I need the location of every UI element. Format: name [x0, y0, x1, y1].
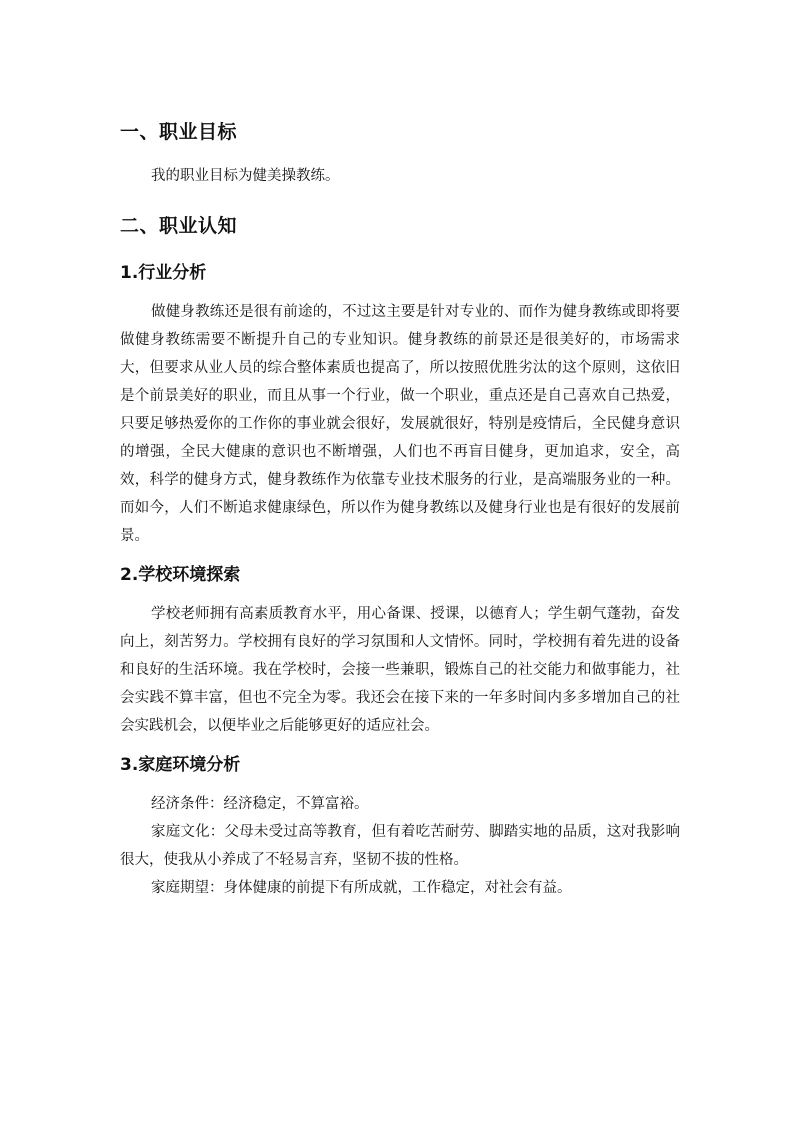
- family-economy-paragraph: 经济条件：经济稳定，不算富裕。: [151, 796, 369, 812]
- document-content: [120, 112, 680, 902]
- section-title-career-cognition: 二、职业认知: [120, 215, 238, 237]
- subsection-title-school-environment: 2.学校环境探索: [120, 565, 241, 585]
- school-environment-paragraph: 学校老师拥有高素质教育水平，用心备课、授课，以德育人；学生朝气蓬勃，奋发向上，刻苦努力。学校拥有良好的学习氛围和人文情怀。同时，学校拥有着先进的设备和良好的生活环境。我在学校时，会接一些兼职，锻炼自己的社交能力和做事能力，社会实践不算丰富，但也不完全为零。我还会在接下来的一年多时间内多多增加自己的社会实践机会，以便毕业之后能够更好的适应社会。: [120, 606, 680, 734]
- career-goal-paragraph: 我的职业目标为健美操教练。: [151, 168, 340, 184]
- subsection-title-industry-analysis: 1.行业分析: [120, 263, 207, 283]
- family-expectation-paragraph: 家庭期望：身体健康的前提下有所成就，工作稳定，对社会有益。: [151, 880, 572, 896]
- family-culture-paragraph: 家庭文化：父母未受过高等教育，但有着吃苦耐劳、脚踏实地的品质，这对我影响很大，使我从小养成了不轻易言弃，坚韧不拔的性格。: [120, 824, 680, 868]
- industry-analysis-paragraph: 做健身教练还是很有前途的，不过这主要是针对专业的、而作为健身教练或即将要做健身教练需要不断提升自己的专业知识。健身教练的前景还是很美好的，市场需求大，但要求从业人员的综合整体素质也提高了，所以按照优胜劣汰的这个原则，这依旧是个前景美好的职业，而且从事一个行业，做一个职业，重点还是自己喜欢自己热爱，只要足够热爱你的工作你的事业就会很好，发展就很好，特别是疫情后，全民健身意识的增强，全民大健康的意识也不断增强，人们也不再盲目健身，更加追求，安全，高效，科学的健身方式，健身教练作为依靠专业技术服务的行业，是高端服务业的一种。而如今，人们不断追求健康绿色，所以作为健身教练以及健身行业也是有很好的发展前景。: [120, 304, 680, 544]
- subsection-title-family-environment: 3.家庭环境分析: [120, 755, 241, 775]
- section-title-career-goal: 一、职业目标: [120, 121, 238, 143]
